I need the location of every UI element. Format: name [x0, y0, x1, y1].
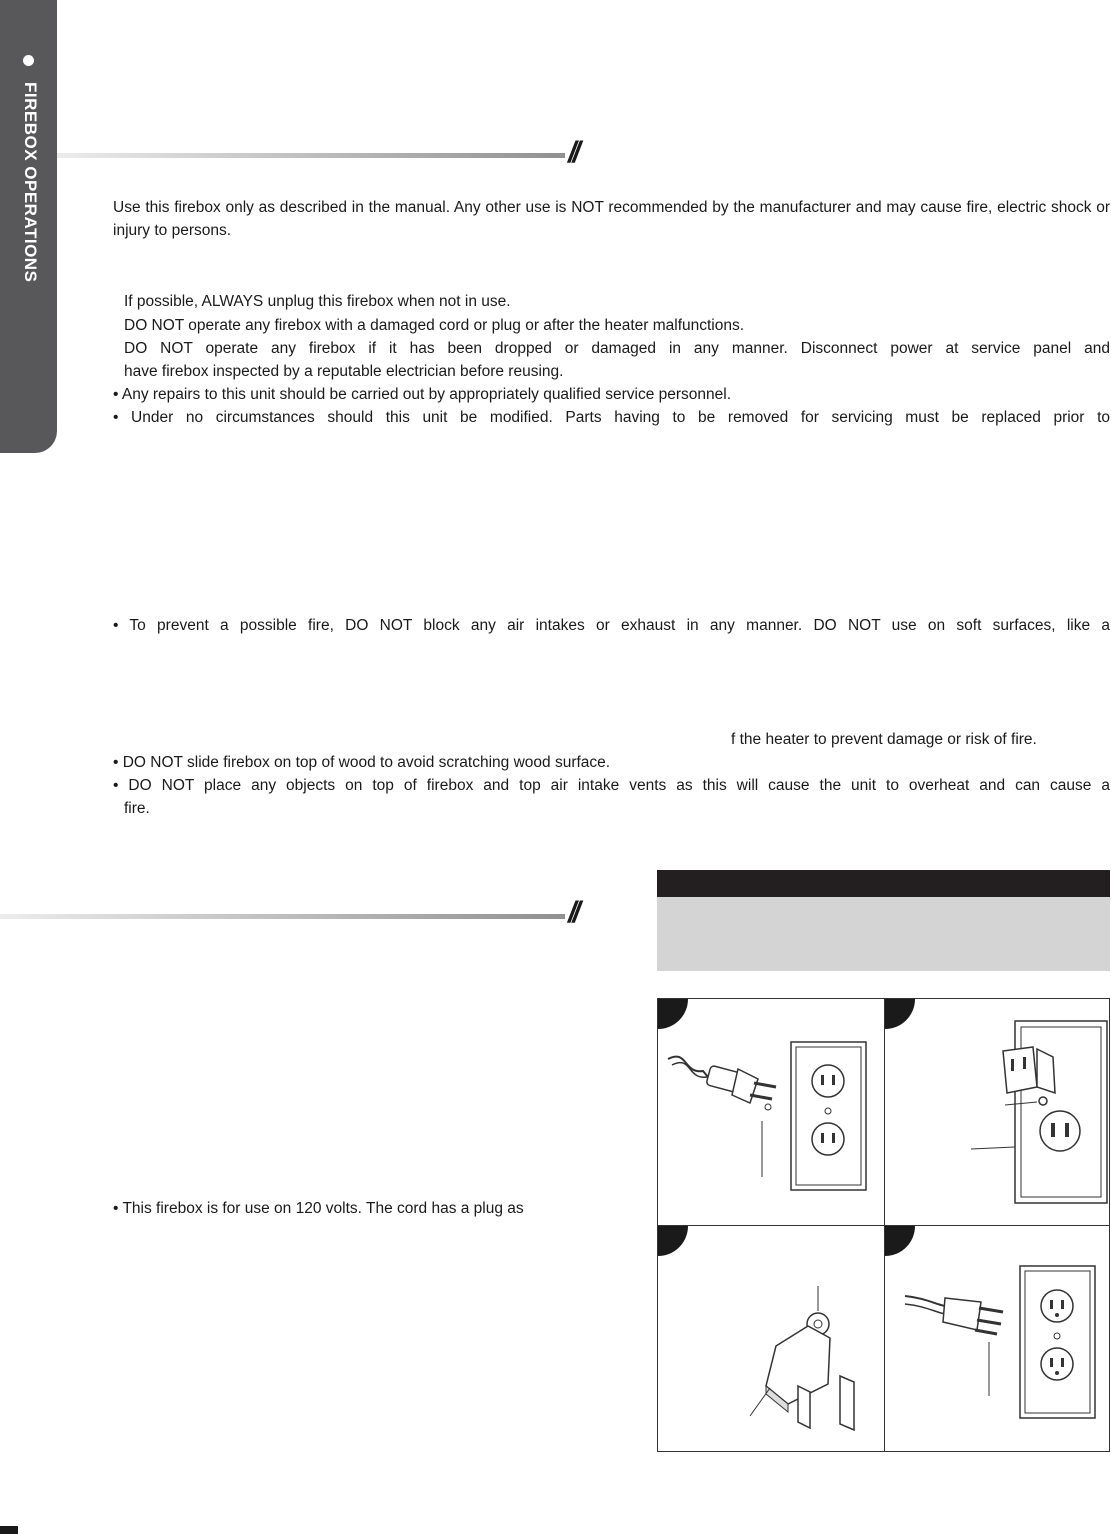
instruction-line: • DO NOT slide firebox on top of wood to avoid scratching wood surface. [113, 754, 611, 771]
note-body [657, 897, 1110, 971]
instruction-line: If possible, ALWAYS unplug this firebox when not in use. [124, 293, 511, 310]
instruction-line: • This firebox is for use on 120 volts. The cord has a plug as [113, 1200, 524, 1217]
figure-panel-grounded-plug-and-outlet [885, 1226, 1111, 1452]
panel-corner-marker [658, 999, 688, 1029]
bullet-icon [23, 55, 34, 66]
figure-panel-plug-and-outlet [658, 999, 884, 1225]
instruction-line: DO NOT operate any firebox with a damaged cord or plug or after the heater malfunctions. [124, 317, 745, 334]
instruction-line: • Any repairs to this unit should be carried out by appropriately qualified service personnel. [113, 386, 732, 403]
instruction-line: DO NOT operate any firebox if it has been dropped or damaged in any manner. Disconnect power at service panel and [124, 340, 1110, 357]
slash-icon: // [568, 136, 577, 169]
panel-corner-marker [885, 1226, 915, 1256]
panel-corner-marker [658, 1226, 688, 1256]
note-header-bar [657, 870, 1110, 897]
instruction-line: • To prevent a possible fire, DO NOT block any air intakes or exhaust in any manner. DO NOT use on soft surfaces, like a [113, 617, 1110, 634]
slash-icon: // [568, 896, 577, 929]
intro-paragraph: Use this firebox only as described in the manual. Any other use is NOT recommended by the manufacturer and may cause fire, electric shock or injury to persons. [113, 199, 1110, 239]
instruction-line: • DO NOT place any objects on top of firebox and top air intake vents as this will cause the unit to overheat and can cause a [113, 777, 1110, 794]
instruction-line: fire. [124, 800, 150, 817]
panel-corner-marker [885, 999, 915, 1029]
page-corner-mark [0, 1526, 18, 1534]
instruction-line: have firebox inspected by a reputable electrician before reusing. [124, 363, 564, 380]
figure-panel-grounding-adapter [658, 1226, 884, 1452]
instruction-line: • Under no circumstances should this unit be modified. Parts having to be removed for servicing must be replaced prior to [113, 409, 1110, 426]
heading-rule-1 [57, 153, 565, 158]
instruction-line: f the heater to prevent damage or risk of fire. [731, 731, 1037, 748]
grounding-figure [657, 998, 1110, 1452]
figure-panel-adapter-in-outlet [885, 999, 1111, 1225]
section-tab-label: FIREBOX OPERATIONS [21, 82, 40, 283]
heading-rule-2 [0, 914, 565, 919]
section-tab [0, 0, 57, 453]
